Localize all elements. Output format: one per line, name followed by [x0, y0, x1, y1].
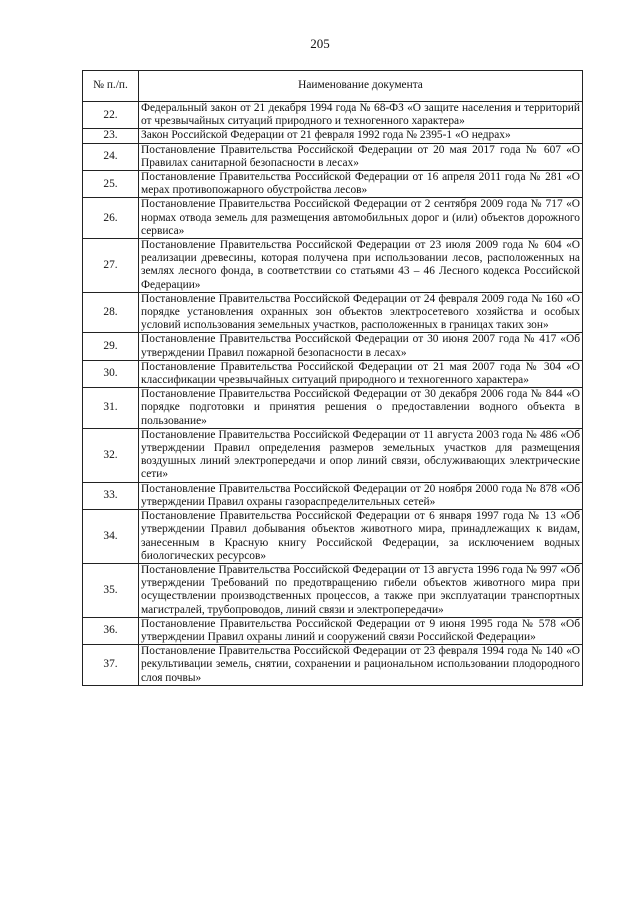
- row-number: 26.: [83, 198, 139, 239]
- row-document: Постановление Правительства Российской Федерации от 20 мая 2017 года № 607 «О Правилах санитарной безопасности в лесах»: [139, 143, 583, 170]
- row-document: Постановление Правительства Российской Федерации от 9 июня 1995 года № 578 «Об утверждении Правил охраны линий и сооружений связи Российской Федерации»: [139, 617, 583, 644]
- row-document: Федеральный закон от 21 декабря 1994 года № 68-ФЗ «О защите населения и территорий от чрезвычайных ситуаций природного и техногенного характера»: [139, 102, 583, 129]
- table-row: [83, 482, 583, 509]
- table-row: [83, 563, 583, 617]
- row-number: 25.: [83, 171, 139, 198]
- row-number: 28.: [83, 292, 139, 333]
- row-document: Постановление Правительства Российской Федерации от 21 мая 2007 года № 304 «О классификации чрезвычайных ситуаций природного и техногенного характера»: [139, 360, 583, 387]
- row-number: 32.: [83, 428, 139, 482]
- row-document: Закон Российской Федерации от 21 февраля 1992 года № 2395-1 «О недрах»: [139, 129, 583, 143]
- row-number: 31.: [83, 388, 139, 429]
- row-document: Постановление Правительства Российской Федерации от 23 февраля 1994 года № 140 «О рекультивации земель, снятии, сохранении и рациональном использовании плодородного слоя почвы»: [139, 645, 583, 686]
- row-document: Постановление Правительства Российской Федерации от 23 июля 2009 года № 604 «О реализации древесины, которая получена при использовании лесов, расположенных на землях лесного фонда, в соответствии со статьями 43 – 46 Лесного кодекса Российской Федерации»: [139, 239, 583, 293]
- table-row: [83, 143, 583, 170]
- row-number: 23.: [83, 129, 139, 143]
- table-header-row: [83, 71, 583, 102]
- table-row: [83, 617, 583, 644]
- row-document: Постановление Правительства Российской Федерации от 6 января 1997 года № 13 «Об утверждении Правил добывания объектов животного мира, принадлежащих к видам, занесенным в Красную книгу Российской Федерации, за исключением водных биологических ресурсов»: [139, 510, 583, 564]
- row-number: 36.: [83, 617, 139, 644]
- table-row: [83, 292, 583, 333]
- row-document: Постановление Правительства Российской Федерации от 30 июня 2007 года № 417 «Об утверждении Правил пожарной безопасности в лесах»: [139, 333, 583, 360]
- table-row: [83, 171, 583, 198]
- table-row: [83, 129, 583, 143]
- row-number: 24.: [83, 143, 139, 170]
- page-number: 205: [310, 36, 330, 51]
- row-document: Постановление Правительства Российской Федерации от 11 августа 2003 года № 486 «Об утверждении Правил определения размеров земельных участков для размещения воздушных линий электропередачи и опор линий связи, обслуживающих электрические сети»: [139, 428, 583, 482]
- row-number: 33.: [83, 482, 139, 509]
- row-document: Постановление Правительства Российской Федерации от 30 декабря 2006 года № 844 «О порядке подготовки и принятия решения о предоставлении водного объекта в пользование»: [139, 388, 583, 429]
- table-row: [83, 333, 583, 360]
- row-number: 34.: [83, 510, 139, 564]
- row-number: 29.: [83, 333, 139, 360]
- table-row: [83, 388, 583, 429]
- row-number: 30.: [83, 360, 139, 387]
- row-document: Постановление Правительства Российской Федерации от 13 августа 1996 года № 997 «Об утверждении Требований по предотвращению гибели объектов животного мира при осуществлении производственных процессов, а также при эксплуатации транспортных магистралей, трубопроводов, линий связи и электропередачи»: [139, 563, 583, 617]
- header-document-name: Наименование документа: [139, 71, 583, 102]
- row-document: Постановление Правительства Российской Федерации от 24 февраля 2009 года № 160 «О порядке установления охранных зон объектов электросетевого хозяйства и особых условий использования земельных участков, расположенных в границах таких зон»: [139, 292, 583, 333]
- table-row: [83, 428, 583, 482]
- row-document: Постановление Правительства Российской Федерации от 16 апреля 2011 года № 281 «О мерах противопожарного обустройства лесов»: [139, 171, 583, 198]
- row-document: Постановление Правительства Российской Федерации от 20 ноября 2000 года № 878 «Об утверждении Правил охраны газораспределительных сетей»: [139, 482, 583, 509]
- table-row: [83, 102, 583, 129]
- row-number: 22.: [83, 102, 139, 129]
- table-row: [83, 645, 583, 686]
- table-row: [83, 239, 583, 293]
- row-number: 37.: [83, 645, 139, 686]
- row-number: 35.: [83, 563, 139, 617]
- table-row: [83, 360, 583, 387]
- documents-table: [82, 70, 583, 686]
- row-document: Постановление Правительства Российской Федерации от 2 сентября 2009 года № 717 «О нормах отвода земель для размещения автомобильных дорог и (или) объектов дорожного сервиса»: [139, 198, 583, 239]
- header-number: № п./п.: [83, 71, 139, 102]
- table-row: [83, 510, 583, 564]
- row-number: 27.: [83, 239, 139, 293]
- table-row: [83, 198, 583, 239]
